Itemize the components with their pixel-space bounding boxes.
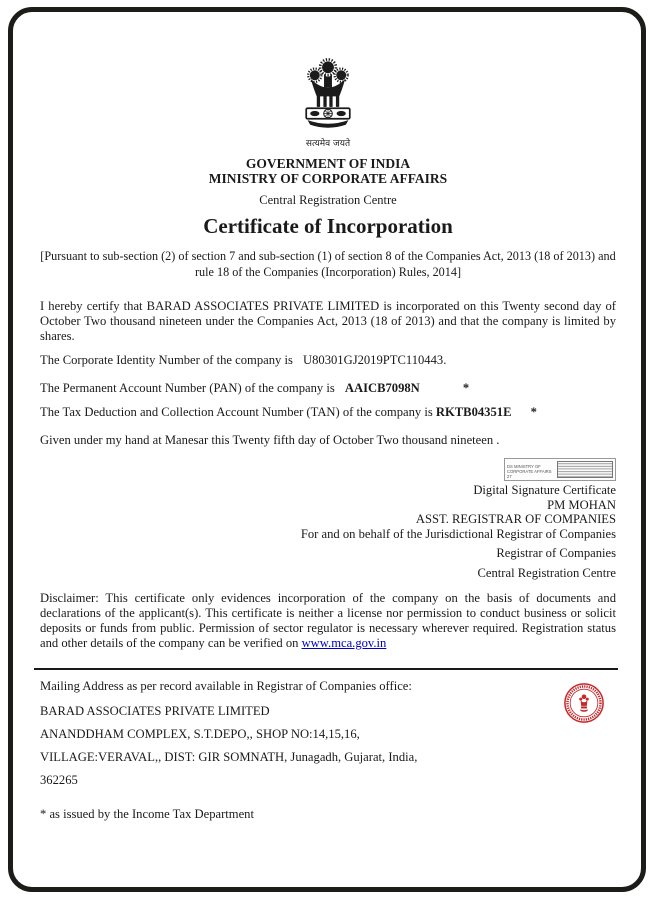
red-seal-icon bbox=[563, 682, 605, 724]
emblem-motto: सत्यमेव जयते bbox=[305, 139, 351, 149]
cin-line bbox=[40, 353, 616, 368]
registration-centre-subtitle: Central Registration Centre bbox=[259, 193, 397, 207]
emblem-block bbox=[40, 56, 616, 149]
stamp-microtext bbox=[557, 461, 613, 478]
pan-label: The Permanent Account Number (PAN) of the company is bbox=[40, 381, 335, 395]
certify-paragraph: I hereby certify that BARAD ASSOCIATES PRIVATE LIMITED is incorporated on this Twenty second day of October Two thousand nineteen under the Companies Act, 2013 (18 of 2013) and that the company is limited by shares. bbox=[40, 299, 616, 343]
mca-website-link[interactable]: www.mca.gov.in bbox=[301, 636, 387, 650]
cin-value: U80301GJ2019PTC110443. bbox=[303, 353, 447, 367]
mailing-company-name: BARAD ASSOCIATES PRIVATE LIMITED bbox=[40, 704, 270, 718]
tan-value: RKTB04351E bbox=[435, 405, 512, 419]
given-under-hand-line: Given under my hand at Manesar this Twenty fifth day of October Two thousand nineteen . bbox=[40, 433, 500, 447]
signature-line-certificate: Digital Signature Certificate bbox=[473, 483, 616, 497]
pan-value: AAICB7098N bbox=[344, 381, 420, 395]
mailing-address-line1: ANANDDHAM COMPLEX, S.T.DEPO,, SHOP NO:14,15,16, bbox=[40, 727, 360, 741]
disclaimer-paragraph bbox=[40, 591, 616, 651]
mailing-address-block bbox=[40, 700, 616, 792]
tan-line bbox=[40, 405, 616, 420]
signature-line-designation: ASST. REGISTRAR OF COMPANIES bbox=[415, 512, 616, 526]
footer-divider bbox=[34, 668, 618, 670]
mailing-address-heading: Mailing Address as per record available in Registrar of Companies office: bbox=[40, 679, 412, 693]
pan-asterisk: * bbox=[462, 381, 470, 395]
signature-line-centre: Central Registration Centre bbox=[477, 565, 616, 580]
digital-signature-stamp bbox=[504, 458, 616, 481]
mailing-pincode: 362265 bbox=[40, 773, 78, 787]
tan-asterisk: * bbox=[530, 405, 537, 419]
tan-label: The Tax Deduction and Collection Account Number (TAN) of the company is bbox=[40, 405, 433, 419]
signature-line-name: PM MOHAN bbox=[547, 497, 616, 512]
cin-label: The Corporate Identity Number of the company is bbox=[40, 353, 297, 367]
certificate-title: Certificate of Incorporation bbox=[203, 214, 453, 238]
signature-line-registrar: Registrar of Companies bbox=[496, 546, 616, 560]
government-title: GOVERNMENT OF INDIA bbox=[245, 156, 411, 171]
pan-line bbox=[40, 381, 616, 396]
disclaimer-text: Disclaimer: This certificate only evidences incorporation of the company on the basis of documents and declarations of the applicant(s). This certificate is neither a license nor permission to conduct business or solicit deposits or funds from public. Permission of sector regulator is necessary wherever required. Registration status and other details of the company can be verified on bbox=[40, 591, 616, 650]
digital-signature-stamp-row bbox=[40, 458, 616, 480]
ministry-title: MINISTRY OF CORPORATE AFFAIRS bbox=[208, 171, 448, 186]
stamp-signer-text: DS MINISTRY OF CORPORATE AFFAIRS 27 bbox=[507, 464, 552, 479]
pursuant-clause: [Pursuant to sub-section (2) of section 7 and sub-section (1) of section 8 of the Companies Act, 2013 (18 of 2013) and rule 18 of the Companies (Incorporation) Rules, 2014] bbox=[40, 249, 616, 279]
red-seal bbox=[563, 682, 605, 724]
pan-tan-footnote: * as issued by the Income Tax Department bbox=[40, 807, 254, 821]
signature-line-behalf: For and on behalf of the Jurisdictional Registrar of Companies bbox=[300, 526, 616, 541]
ashoka-emblem-icon bbox=[295, 56, 361, 138]
signature-block bbox=[40, 483, 616, 580]
mailing-address-line2: VILLAGE:VERAVAL,, DIST: GIR SOMNATH, Junagadh, Gujarat, India, bbox=[40, 750, 418, 764]
